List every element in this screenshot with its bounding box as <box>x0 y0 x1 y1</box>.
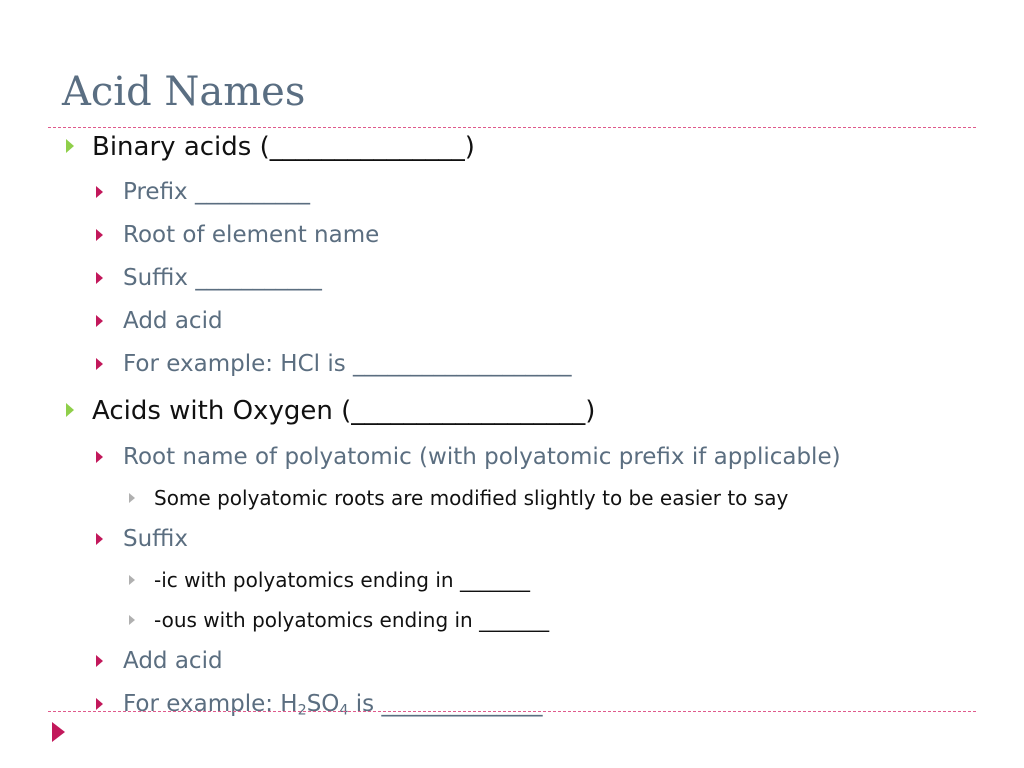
oxygen-add-acid-text: Add acid <box>123 648 223 674</box>
title-divider <box>48 127 976 128</box>
magenta-triangle-bullet-icon <box>96 272 103 284</box>
binary-suffix-text: Suffix ___________ <box>123 265 322 291</box>
magenta-triangle-bullet-icon <box>96 186 103 198</box>
oxygen-suffix-item <box>123 528 188 551</box>
oxygen-ous-text: -ous with polyatomics ending in _______ <box>154 608 550 632</box>
binary-example-item <box>123 353 572 376</box>
binary-root-text: Root of element name <box>123 222 380 248</box>
oxygen-suffix-text: Suffix <box>123 526 189 552</box>
binary-add-acid-item <box>123 310 223 333</box>
binary-prefix-item <box>123 181 310 204</box>
slide-title: Acid Names <box>62 69 306 115</box>
binary-add-acid-text: Add acid <box>123 308 223 334</box>
gray-triangle-bullet-icon <box>129 493 135 503</box>
oxygen-add-acid-item <box>123 650 223 673</box>
binary-example-text: For example: HCl is ___________________ <box>123 351 572 377</box>
magenta-triangle-bullet-icon <box>96 229 103 241</box>
oxygen-root-note-item <box>154 488 788 508</box>
oxygen-root-text: Root name of polyatomic (with polyatomic prefix if applicable) <box>123 444 841 470</box>
green-triangle-bullet-icon <box>66 139 74 153</box>
oxygen-example-sub-2: 2 <box>297 702 307 719</box>
oxygen-root-note-text: Some polyatomic roots are modified slightly to be easier to say <box>154 486 789 510</box>
magenta-triangle-bullet-icon <box>96 451 103 463</box>
magenta-triangle-bullet-icon <box>96 533 103 545</box>
magenta-triangle-bullet-icon <box>96 315 103 327</box>
oxygen-acids-heading <box>92 398 595 424</box>
oxygen-ous-item <box>154 610 549 630</box>
oxygen-example-item <box>123 691 543 719</box>
oxygen-example-text <box>123 691 543 719</box>
magenta-triangle-bullet-icon <box>96 655 103 667</box>
oxygen-acids-heading-text: Acids with Oxygen (__________________) <box>92 396 596 426</box>
binary-acids-heading <box>92 134 475 160</box>
magenta-triangle-marker-icon <box>52 722 65 742</box>
green-triangle-bullet-icon <box>66 403 74 417</box>
gray-triangle-bullet-icon <box>129 615 135 625</box>
footer-divider <box>48 711 976 712</box>
oxygen-example-mid: SO <box>306 691 340 717</box>
oxygen-example-suffix: is ______________ <box>348 691 543 717</box>
magenta-triangle-bullet-icon <box>96 698 103 710</box>
oxygen-example-sub-4: 4 <box>339 702 349 719</box>
oxygen-ic-text: -ic with polyatomics ending in _______ <box>154 568 530 592</box>
oxygen-ic-item <box>154 570 530 590</box>
magenta-triangle-bullet-icon <box>96 358 103 370</box>
oxygen-root-item <box>123 446 841 469</box>
binary-prefix-text: Prefix __________ <box>123 179 310 205</box>
binary-root-item <box>123 224 379 247</box>
binary-suffix-item <box>123 267 322 290</box>
gray-triangle-bullet-icon <box>129 575 135 585</box>
oxygen-example-prefix: For example: H <box>123 691 298 717</box>
binary-acids-heading-text: Binary acids (_______________) <box>92 132 475 162</box>
